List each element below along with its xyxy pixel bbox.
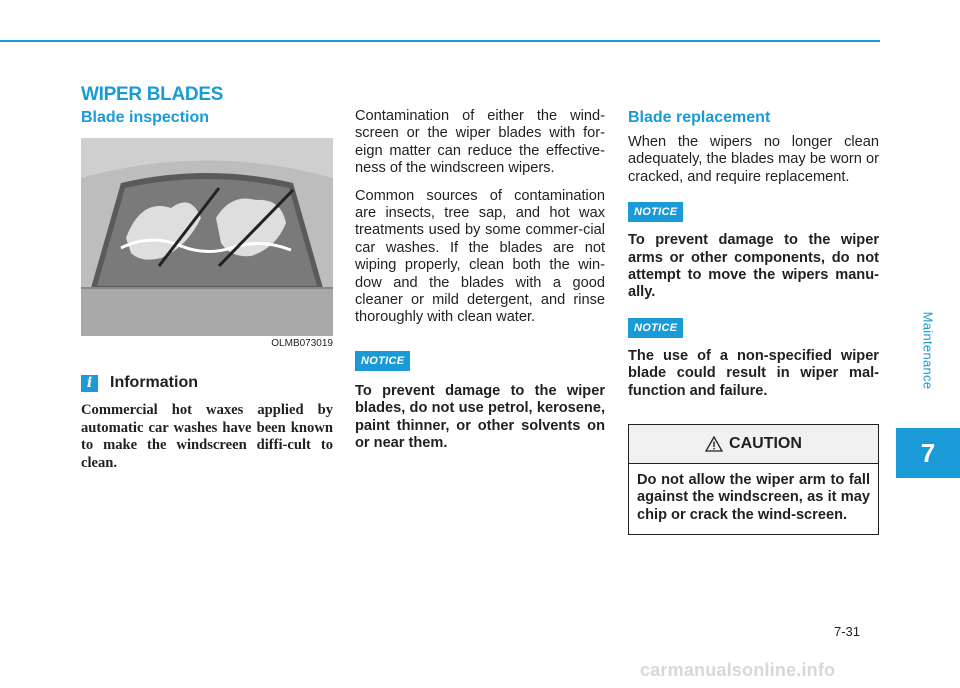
chapter-tab: 7 <box>896 428 960 478</box>
chapter-label-text: Maintenance <box>920 311 936 389</box>
notice-text: The use of a non-specified wiper blade could result in wiper mal-function and failure. <box>628 347 879 399</box>
notice-badge-wrapper <box>355 351 605 371</box>
notice-badge: NOTICE <box>628 202 683 222</box>
caution-body <box>629 464 878 534</box>
notice-badge-wrapper <box>628 202 879 222</box>
notice-badge: NOTICE <box>628 318 683 338</box>
watermark: carmanualsonline.info <box>640 660 836 680</box>
caution-title: CAUTION <box>729 435 802 453</box>
middle-column <box>355 108 605 453</box>
replacement-paragraph: When the wipers no longer clean adequately, the blades may be worn or cracked, and require replacement. <box>628 134 879 185</box>
information-header <box>81 374 333 392</box>
chapter-label <box>896 285 960 415</box>
notice-badge: NOTICE <box>355 351 410 371</box>
info-icon: i <box>81 375 98 392</box>
caution-text: Do not allow the wiper arm to fall against the windscreen, as it may chip or crack the wind-screen. <box>637 472 870 523</box>
warning-triangle-icon <box>705 436 723 452</box>
information-text: Commercial hot waxes applied by automatic car washes have been known to make the windscreen diffi-cult to clean. <box>81 402 333 471</box>
notice-text: To prevent damage to the wiper arms or other components, do not attempt to move the wipers manu-ally. <box>628 232 879 301</box>
wiper-photo <box>81 138 333 336</box>
contamination-paragraph: Contamination of either the wind-screen or the wiper blades with for-eign matter can reduce the effective-ness of the windscreen wipers. <box>355 108 605 177</box>
contamination-sources-paragraph: Common sources of contamination are insects, tree sap, and hot wax treatments used by some commer-cial car washes. If the blades are not wiping properly, clean both the win-dow and the blades with a good cleaner or mild detergent, and rinse thoroughly with clean water. <box>355 187 605 326</box>
blade-replacement-heading: Blade replacement <box>628 109 771 126</box>
windscreen-illustration <box>81 138 333 336</box>
caution-box <box>628 424 879 535</box>
notice-text: To prevent damage to the wiper blades, do not use petrol, kerosene, paint thinner, or other solvents on or near them. <box>355 382 605 452</box>
section-title: WIPER BLADES <box>81 84 224 105</box>
caution-header <box>629 425 878 464</box>
image-caption: OLMB073019 <box>271 338 333 349</box>
notice-badge-wrapper <box>628 318 879 338</box>
top-rule <box>0 40 880 42</box>
right-column <box>628 108 879 535</box>
left-column <box>81 108 333 472</box>
blade-inspection-heading: Blade inspection <box>81 109 210 126</box>
page-number: 7-31 <box>834 624 861 639</box>
information-title: Information <box>110 374 198 391</box>
